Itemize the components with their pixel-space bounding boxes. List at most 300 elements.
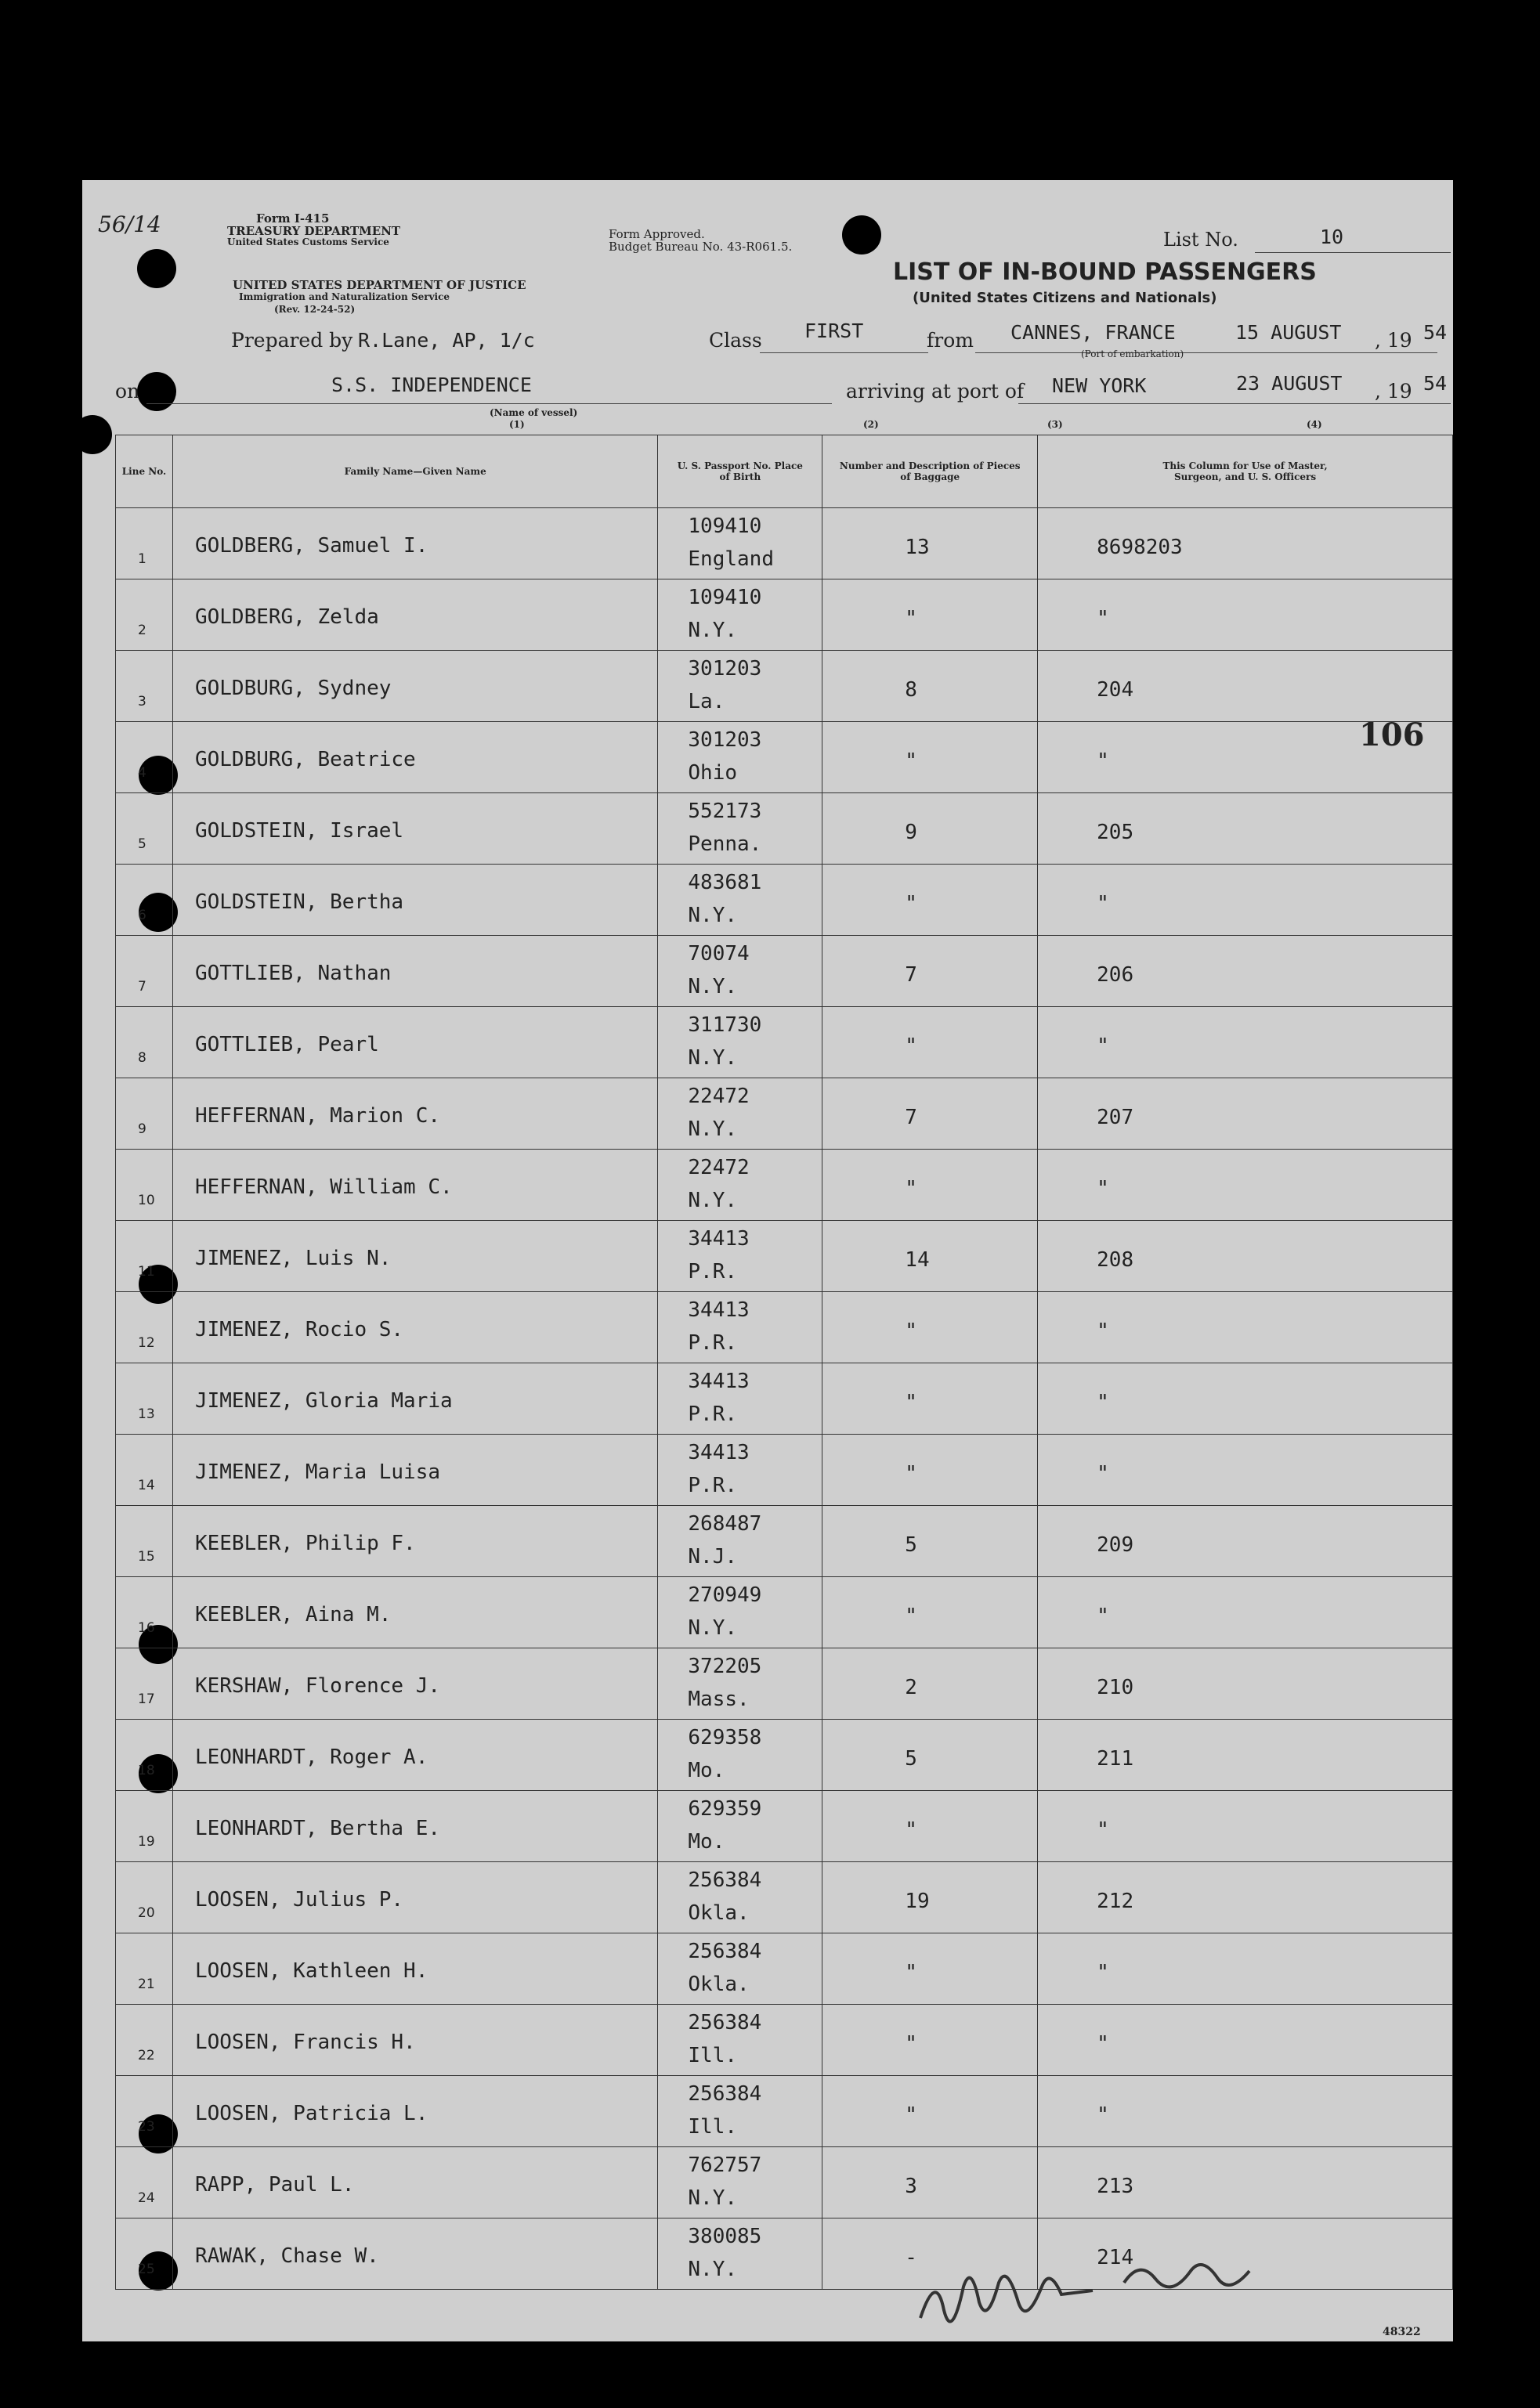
officer-text: " — [1097, 1462, 1109, 1486]
line-no-text: 1 — [138, 551, 146, 567]
header-name: Family Name—Given Name — [172, 435, 657, 508]
name-text: GOLDBURG, Sydney — [194, 677, 392, 700]
baggage-cell — [822, 1791, 1038, 1862]
officer-text: 209 — [1097, 1533, 1134, 1557]
passport-number: 34413 — [688, 1227, 750, 1251]
name-text: KEEBLER, Philip F. — [194, 1532, 416, 1555]
ins-name: Immigration and Naturalization Service — [239, 291, 450, 302]
table-row — [116, 651, 1453, 722]
arrival-date: 23 AUGUST — [1236, 372, 1343, 395]
baggage-text: " — [905, 1177, 917, 1200]
line-no-text: 22 — [138, 2048, 155, 2063]
baggage-cell — [822, 1363, 1038, 1435]
name-text: JIMENEZ, Maria Luisa — [194, 1460, 441, 1484]
name-cell — [172, 1933, 657, 2005]
place-of-birth: Mass. — [688, 1688, 750, 1711]
line-no-cell — [116, 651, 173, 722]
officer-text: 207 — [1097, 1106, 1134, 1129]
line-no-text: 11 — [138, 1264, 155, 1280]
line-no-text: 19 — [138, 1834, 155, 1850]
baggage-text: " — [905, 2032, 917, 2056]
passport-number: 483681 — [688, 871, 762, 894]
name-cell — [172, 1007, 657, 1078]
officer-text: " — [1097, 2032, 1109, 2056]
baggage-cell — [822, 1648, 1038, 1720]
passport-cell — [658, 1292, 822, 1363]
arrival-year: 54 — [1423, 372, 1448, 395]
officer-cell — [1038, 936, 1453, 1007]
place-of-birth: N.Y. — [688, 1189, 738, 1212]
passport-cell — [658, 1506, 822, 1577]
baggage-cell — [822, 2005, 1038, 2076]
place-of-birth: Ill. — [688, 2044, 738, 2067]
line-no-cell — [116, 1720, 173, 1791]
line-no-cell — [116, 1292, 173, 1363]
name-cell — [172, 1720, 657, 1791]
passport-number: 256384 — [688, 2082, 762, 2106]
passport-number: 629359 — [688, 1797, 762, 1821]
officer-cell — [1038, 1292, 1453, 1363]
officer-text: " — [1097, 749, 1109, 773]
passport-number: 256384 — [688, 1940, 762, 1963]
place-of-birth: N.J. — [688, 1545, 738, 1569]
officer-cell — [1038, 2147, 1453, 2218]
passport-number: 256384 — [688, 1868, 762, 1892]
place-of-birth: P.R. — [688, 1260, 738, 1283]
line-no-cell — [116, 722, 173, 793]
table-row — [116, 936, 1453, 1007]
name-cell — [172, 2076, 657, 2147]
place-of-birth: N.Y. — [688, 975, 738, 998]
officer-cell — [1038, 1720, 1453, 1791]
handwritten-signature — [913, 2263, 1351, 2334]
table-row — [116, 793, 1453, 865]
passport-cell — [658, 1150, 822, 1221]
place-of-birth: N.Y. — [688, 2258, 738, 2281]
line-no-cell — [116, 793, 173, 865]
on-label: on — [115, 380, 140, 403]
header-passport: U. S. Passport No. Place of Birth — [658, 435, 822, 508]
officer-cell — [1038, 1648, 1453, 1720]
name-text: HEFFERNAN, William C. — [194, 1175, 453, 1199]
line-no-cell — [116, 865, 173, 936]
baggage-cell — [822, 1720, 1038, 1791]
baggage-text: " — [905, 1034, 917, 1058]
line-no-text: 7 — [138, 979, 146, 995]
passport-number: 256384 — [688, 2011, 762, 2034]
passport-number: 629358 — [688, 1726, 762, 1749]
officer-cell — [1038, 651, 1453, 722]
passport-cell — [658, 1720, 822, 1791]
baggage-text: " — [905, 1320, 917, 1343]
place-of-birth: N.Y. — [688, 1046, 738, 1070]
manifest-page — [82, 180, 1453, 2341]
col-number-1: (1) — [509, 419, 525, 430]
line-no-text: 14 — [138, 1478, 155, 1493]
passport-cell — [658, 1577, 822, 1648]
place-of-birth: England — [688, 547, 774, 571]
punch-hole — [842, 215, 881, 255]
passport-number: 22472 — [688, 1156, 750, 1179]
place-of-birth: N.Y. — [688, 1117, 738, 1141]
passport-number: 762757 — [688, 2153, 762, 2177]
passport-number: 372205 — [688, 1655, 762, 1678]
table-row — [116, 1363, 1453, 1435]
name-text: GOTTLIEB, Pearl — [194, 1033, 379, 1056]
line-no-text: 6 — [138, 908, 146, 923]
name-text: GOLDBERG, Zelda — [194, 605, 379, 629]
passport-cell — [658, 793, 822, 865]
line-no-cell — [116, 2147, 173, 2218]
officer-text: 213 — [1097, 2175, 1134, 2198]
table-row — [116, 1078, 1453, 1150]
passport-number: 268487 — [688, 1512, 762, 1536]
name-text: RAPP, Paul L. — [194, 2173, 355, 2197]
officer-cell — [1038, 1506, 1453, 1577]
place-of-birth: N.Y. — [688, 2186, 738, 2210]
passport-cell — [658, 1435, 822, 1506]
line-no-cell — [116, 1435, 173, 1506]
officer-cell — [1038, 508, 1453, 579]
baggage-text: 13 — [905, 536, 930, 559]
margin-note: 56/14 — [98, 211, 161, 237]
officer-text: " — [1097, 1391, 1109, 1414]
baggage-cell — [822, 865, 1038, 936]
passport-number: 311730 — [688, 1013, 762, 1037]
place-of-birth: Penna. — [688, 832, 762, 856]
baggage-text: 8 — [905, 678, 917, 702]
table-row — [116, 1435, 1453, 1506]
name-cell — [172, 1862, 657, 1933]
place-of-birth: Okla. — [688, 1901, 750, 1925]
table-row — [116, 2147, 1453, 2218]
name-cell — [172, 793, 657, 865]
baggage-cell — [822, 1577, 1038, 1648]
officer-cell — [1038, 2076, 1453, 2147]
line-no-text: 3 — [138, 694, 146, 709]
name-cell — [172, 1150, 657, 1221]
line-no-text: 18 — [138, 1763, 155, 1778]
line-no-cell — [116, 1007, 173, 1078]
baggage-text: 9 — [905, 821, 917, 844]
justice-dept: UNITED STATES DEPARTMENT OF JUSTICE — [233, 278, 526, 292]
place-of-birth: P.R. — [688, 1403, 738, 1426]
officer-cell — [1038, 1577, 1453, 1648]
col-number-3: (3) — [1047, 419, 1063, 430]
line-no-cell — [116, 2218, 173, 2290]
name-cell — [172, 1078, 657, 1150]
baggage-cell — [822, 1435, 1038, 1506]
line-no-cell — [116, 1577, 173, 1648]
name-text: KEEBLER, Aina M. — [194, 1603, 392, 1626]
name-cell — [172, 1577, 657, 1648]
from-label: from — [927, 329, 974, 352]
page-title: LIST OF IN-BOUND PASSENGERS — [893, 258, 1317, 286]
table-row — [116, 508, 1453, 579]
table-row — [116, 579, 1453, 651]
passport-number: 34413 — [688, 1441, 750, 1464]
passport-number: 380085 — [688, 2225, 762, 2248]
officer-cell — [1038, 1150, 1453, 1221]
table-row — [116, 1150, 1453, 1221]
budget-no: Budget Bureau No. 43-R061.5. — [609, 240, 793, 254]
name-text: LOOSEN, Francis H. — [194, 2031, 416, 2054]
form-approved: Form Approved. — [609, 227, 705, 241]
passport-number: 270949 — [688, 1583, 762, 1607]
name-cell — [172, 1791, 657, 1862]
name-text: LOOSEN, Kathleen H. — [194, 1959, 428, 1983]
baggage-text: " — [905, 1818, 917, 1842]
baggage-text: 7 — [905, 1106, 917, 1129]
line-no-text: 13 — [138, 1406, 155, 1422]
table-row — [116, 1577, 1453, 1648]
baggage-text: 5 — [905, 1533, 917, 1557]
passport-number: 301203 — [688, 657, 762, 681]
baggage-text: " — [905, 607, 917, 630]
name-cell — [172, 1648, 657, 1720]
officer-text: 210 — [1097, 1676, 1134, 1699]
passport-cell — [658, 2005, 822, 2076]
baggage-text: " — [905, 892, 917, 915]
name-text: RAWAK, Chase W. — [194, 2244, 379, 2268]
list-no-value: 10 — [1320, 226, 1344, 248]
depart-date: 15 AUGUST — [1235, 321, 1342, 344]
line-no-cell — [116, 1862, 173, 1933]
header-line-no: Line No. — [116, 435, 173, 508]
baggage-text: " — [905, 1462, 917, 1486]
officer-cell — [1038, 1435, 1453, 1506]
name-text: LEONHARDT, Bertha E. — [194, 1817, 441, 1840]
passport-number: 301203 — [688, 728, 762, 752]
name-cell — [172, 936, 657, 1007]
baggage-text: - — [905, 2246, 917, 2269]
name-cell — [172, 722, 657, 793]
officer-text: " — [1097, 1177, 1109, 1200]
class-label: Class — [709, 329, 762, 352]
officer-cell — [1038, 2005, 1453, 2076]
line-no-text: 15 — [138, 1549, 155, 1565]
name-text: LEONHARDT, Roger A. — [194, 1746, 428, 1769]
officer-cell — [1038, 1078, 1453, 1150]
line-no-text: 8 — [138, 1050, 146, 1066]
line-no-text: 20 — [138, 1905, 155, 1921]
baggage-text: " — [905, 1961, 917, 1984]
line-no-cell — [116, 1078, 173, 1150]
baggage-text: 14 — [905, 1248, 930, 1272]
col-number-2: (2) — [863, 419, 879, 430]
baggage-cell — [822, 1506, 1038, 1577]
class-value: FIRST — [804, 320, 864, 342]
passport-cell — [658, 579, 822, 651]
baggage-cell — [822, 1221, 1038, 1292]
table-row — [116, 1292, 1453, 1363]
line-no-text: 21 — [138, 1977, 155, 1992]
place-of-birth: La. — [688, 690, 725, 713]
line-no-cell — [116, 579, 173, 651]
officer-cell — [1038, 793, 1453, 865]
place-of-birth: Okla. — [688, 1973, 750, 1996]
passport-cell — [658, 1862, 822, 1933]
baggage-text: 19 — [905, 1890, 930, 1913]
officer-text: " — [1097, 1961, 1109, 1984]
passport-cell — [658, 2218, 822, 2290]
name-cell — [172, 1363, 657, 1435]
name-cell — [172, 2147, 657, 2218]
customs-service: United States Customs Service — [227, 236, 389, 247]
passport-cell — [658, 1648, 822, 1720]
name-text: GOLDSTEIN, Israel — [194, 819, 404, 843]
name-cell — [172, 1435, 657, 1506]
place-of-birth: P.R. — [688, 1474, 738, 1497]
baggage-cell — [822, 508, 1038, 579]
depart-year: 54 — [1423, 321, 1448, 344]
line-no-text: 10 — [138, 1193, 155, 1208]
table-row — [116, 1648, 1453, 1720]
vessel-label: (Name of vessel) — [490, 407, 578, 418]
passport-cell — [658, 2147, 822, 2218]
name-cell — [172, 1506, 657, 1577]
passport-cell — [658, 722, 822, 793]
depart-year-prefix: , 19 — [1375, 329, 1412, 352]
line-no-cell — [116, 936, 173, 1007]
table-row — [116, 2076, 1453, 2147]
form-number: Form I-415 — [256, 211, 330, 226]
officer-text: " — [1097, 1818, 1109, 1842]
baggage-text: 5 — [905, 1747, 917, 1771]
passenger-table — [115, 435, 1453, 2290]
passport-cell — [658, 651, 822, 722]
passport-number: 109410 — [688, 514, 762, 538]
line-no-cell — [116, 1506, 173, 1577]
line-no-cell — [116, 1221, 173, 1292]
line-no-text: 25 — [138, 2262, 155, 2277]
baggage-cell — [822, 2076, 1038, 2147]
name-cell — [172, 1221, 657, 1292]
baggage-cell — [822, 1862, 1038, 1933]
officer-cell — [1038, 1363, 1453, 1435]
name-text: GOLDSTEIN, Bertha — [194, 890, 404, 914]
passport-number: 70074 — [688, 942, 750, 966]
place-of-birth: Ill. — [688, 2115, 738, 2139]
name-cell — [172, 2005, 657, 2076]
officer-text: 206 — [1097, 963, 1134, 987]
place-of-birth: N.Y. — [688, 904, 738, 927]
baggage-cell — [822, 1078, 1038, 1150]
officer-text: 211 — [1097, 1747, 1134, 1771]
officer-cell — [1038, 722, 1453, 793]
officer-text: " — [1097, 607, 1109, 630]
line-no-cell — [116, 1648, 173, 1720]
officer-cell — [1038, 865, 1453, 936]
list-no-label: List No. — [1163, 229, 1238, 251]
table-row — [116, 1221, 1453, 1292]
name-text: LOOSEN, Julius P. — [194, 1888, 404, 1912]
officer-cell — [1038, 1933, 1453, 2005]
passport-cell — [658, 1363, 822, 1435]
table-body — [116, 508, 1453, 2290]
punch-hole — [73, 415, 112, 454]
officer-cell — [1038, 1791, 1453, 1862]
name-cell — [172, 579, 657, 651]
officer-text: " — [1097, 1320, 1109, 1343]
passport-cell — [658, 1933, 822, 2005]
table-row — [116, 865, 1453, 936]
baggage-cell — [822, 2147, 1038, 2218]
header-baggage: Number and Description of Pieces of Baggage — [822, 435, 1038, 508]
name-text: JIMENEZ, Luis N. — [194, 1247, 392, 1270]
officer-text: 214 — [1097, 2246, 1134, 2269]
passport-number: 552173 — [688, 800, 762, 823]
officer-text: 205 — [1097, 821, 1134, 844]
table-row — [116, 1506, 1453, 1577]
arrival-year-prefix: , 19 — [1375, 380, 1412, 403]
place-of-birth: Mo. — [688, 1759, 725, 1782]
passport-cell — [658, 936, 822, 1007]
place-of-birth: Mo. — [688, 1830, 725, 1854]
port-embark-label: (Port of embarkation) — [1081, 348, 1184, 359]
form-footer-number: 48322 — [1383, 2326, 1421, 2338]
line-no-text: 4 — [138, 765, 146, 781]
from-value: CANNES, FRANCE — [1010, 321, 1176, 344]
baggage-cell — [822, 1292, 1038, 1363]
place-of-birth: Ohio — [688, 761, 738, 785]
name-text: GOTTLIEB, Nathan — [194, 962, 392, 985]
officer-text: " — [1097, 892, 1109, 915]
col-number-4: (4) — [1307, 419, 1322, 430]
officer-text: 208 — [1097, 1248, 1134, 1272]
baggage-cell — [822, 1150, 1038, 1221]
officer-text: " — [1097, 1034, 1109, 1058]
line-no-cell — [116, 2076, 173, 2147]
line-no-cell — [116, 1363, 173, 1435]
baggage-cell — [822, 1933, 1038, 2005]
header-officers: This Column for Use of Master, Surgeon, and U. S. Officers — [1038, 435, 1453, 508]
stamp-number: 106 — [1359, 717, 1425, 753]
name-text: JIMENEZ, Rocio S. — [194, 1318, 404, 1341]
officer-cell — [1038, 579, 1453, 651]
passport-number: 22472 — [688, 1085, 750, 1108]
place-of-birth: N.Y. — [688, 1616, 738, 1640]
punch-hole — [137, 249, 176, 288]
name-text: HEFFERNAN, Marion C. — [194, 1104, 441, 1128]
baggage-cell — [822, 793, 1038, 865]
table-row — [116, 1933, 1453, 2005]
line-no-text: 9 — [138, 1121, 146, 1137]
passport-number: 109410 — [688, 586, 762, 609]
place-of-birth: P.R. — [688, 1331, 738, 1355]
name-cell — [172, 865, 657, 936]
baggage-text: " — [905, 2103, 917, 2127]
baggage-text: 2 — [905, 1676, 917, 1699]
name-text: LOOSEN, Patricia L. — [194, 2102, 428, 2125]
table-row — [116, 1791, 1453, 1862]
line-no-cell — [116, 2005, 173, 2076]
name-text: JIMENEZ, Gloria Maria — [194, 1389, 453, 1413]
officer-text: 204 — [1097, 678, 1134, 702]
table-row — [116, 1720, 1453, 1791]
table-row — [116, 1862, 1453, 1933]
line-no-text: 23 — [138, 2119, 155, 2135]
treasury-dept: TREASURY DEPARTMENT — [227, 224, 401, 238]
passport-cell — [658, 1221, 822, 1292]
baggage-cell — [822, 651, 1038, 722]
name-text: GOLDBERG, Samuel I. — [194, 534, 428, 558]
list-no-line — [1255, 229, 1451, 253]
page-subtitle: (United States Citizens and Nationals) — [913, 290, 1217, 306]
passport-cell — [658, 508, 822, 579]
passport-cell — [658, 2076, 822, 2147]
line-no-cell — [116, 1150, 173, 1221]
